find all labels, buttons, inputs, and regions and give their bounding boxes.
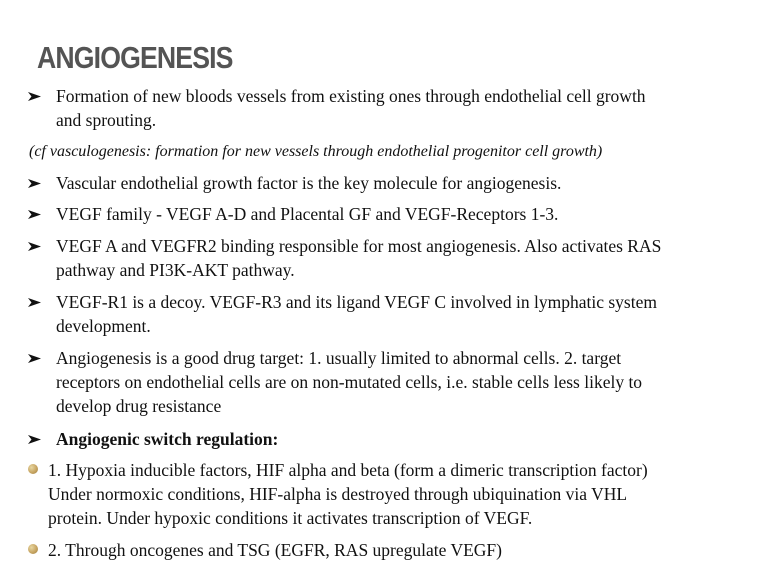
arrow-bullet-icon: [28, 346, 42, 370]
sub-bullet-line: 2. Through oncogenes and TSG (EGFR, RAS upregulate VEGF): [48, 540, 502, 560]
bullet-line: VEGF A and VEGFR2 binding responsible for most angiogenesis. Also activates RAS: [56, 236, 662, 256]
arrow-bullet-icon: [28, 84, 42, 108]
bullet-line: VEGF family - VEGF A-D and Placental GF and VEGF-Receptors 1-3.: [56, 204, 559, 224]
bullet-line: Angiogenic switch regulation:: [56, 429, 279, 449]
slide-title: ANGIOGENESIS: [37, 40, 233, 75]
bullet-text: [56, 346, 642, 418]
bullet-line: VEGF-R1 is a decoy. VEGF-R3 and its ligand VEGF C involved in lymphatic system: [56, 292, 657, 312]
sub-bullet-line: protein. Under hypoxic conditions it activates transcription of VEGF.: [48, 508, 533, 528]
arrow-bullet-icon: [28, 290, 42, 314]
arrow-bullet-icon: [28, 234, 42, 258]
arrow-bullet-icon: [28, 427, 42, 451]
bullet-line: Vascular endothelial growth factor is the key molecule for angiogenesis.: [56, 173, 562, 193]
dot-bullet-icon: [28, 544, 38, 554]
vasculogenesis-note: (cf vasculogenesis: formation for new vessels through endothelial progenitor cell growth): [29, 143, 603, 160]
bullet-text: [56, 290, 657, 338]
bullet-text: [56, 202, 558, 226]
bullet-line: receptors on endothelial cells are on non-mutated cells, i.e. stable cells less likely to: [56, 372, 643, 392]
sub-bullet-text: [48, 458, 648, 530]
bullet-text: [56, 234, 661, 282]
bullet-text: [56, 427, 278, 451]
bullet-line: Formation of new bloods vessels from existing ones through endothelial cell growth: [56, 86, 646, 106]
sub-bullet-text: [48, 538, 502, 562]
arrow-bullet-icon: [28, 171, 42, 195]
arrow-bullet-icon: [28, 202, 42, 226]
bullet-line: development.: [56, 316, 151, 336]
dot-bullet-icon: [28, 464, 38, 474]
bullet-line: Angiogenesis is a good drug target: 1. usually limited to abnormal cells. 2. target: [56, 348, 622, 368]
bullet-line: and sprouting.: [56, 110, 157, 130]
bullet-line: develop drug resistance: [56, 396, 222, 416]
sub-bullet-line: Under normoxic conditions, HIF-alpha is destroyed through ubiquination via VHL: [48, 484, 628, 504]
bullet-text: [56, 171, 561, 195]
sub-bullet-line: 1. Hypoxia inducible factors, HIF alpha and beta (form a dimeric transcription factor): [48, 460, 648, 480]
bullet-line: pathway and PI3K-AKT pathway.: [56, 260, 295, 280]
bullet-text: [56, 84, 646, 132]
